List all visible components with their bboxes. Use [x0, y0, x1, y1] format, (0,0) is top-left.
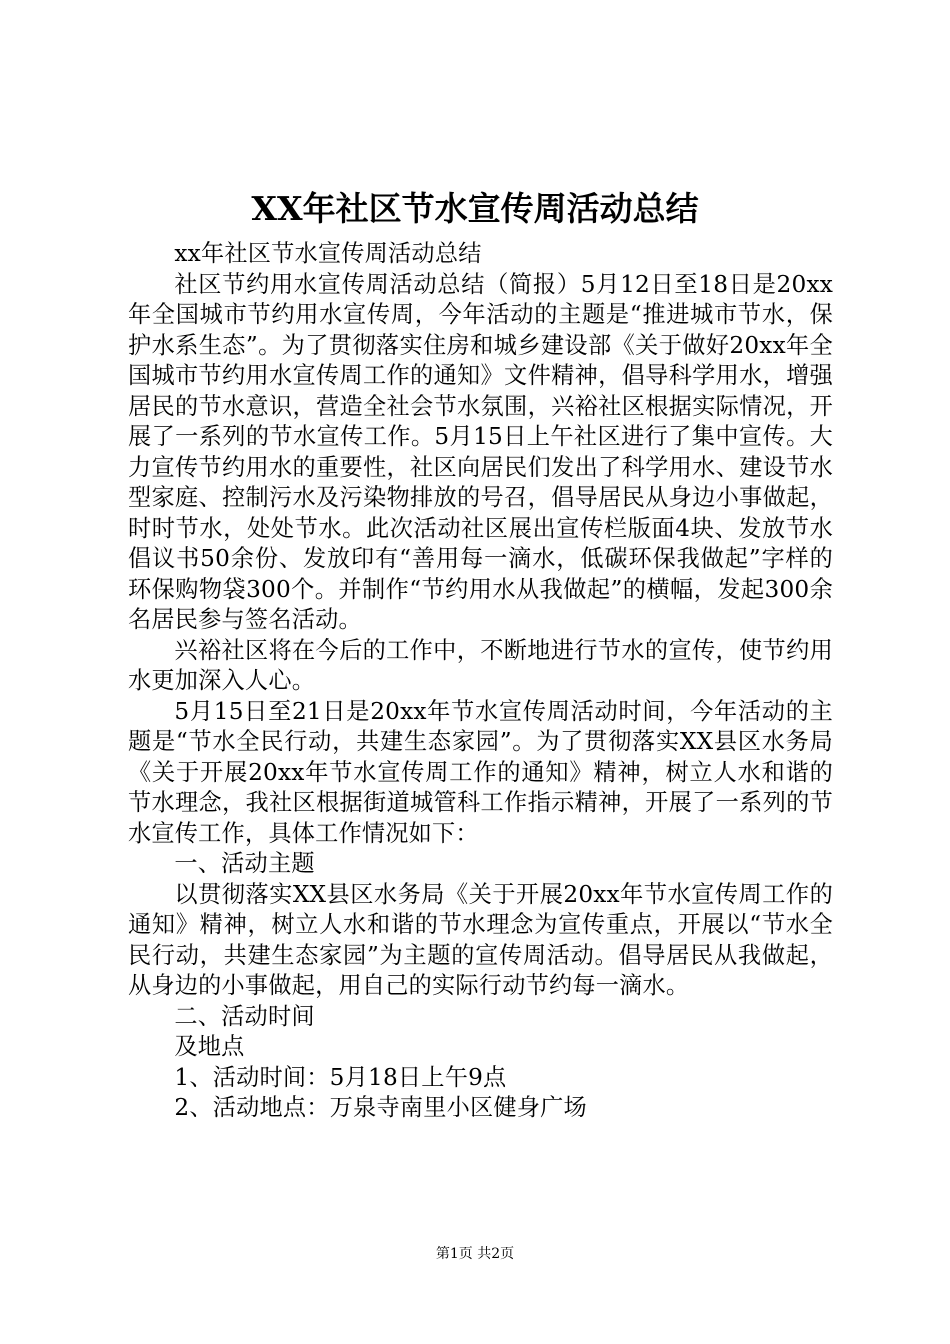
paragraph-activity-intro: 5月15日至21日是20xx年节水宣传周活动时间，今年活动的主题是“节水全民行动，共建生态家园”。为了贯彻落实XX县区水务局《关于开展20xx年节水宣传周工作的通知》精神，树立人水和谐的节水理念，我社区根据街道城管科工作指示精神，开展了一系列的节水宣传工作，具体工作情况如下：: [128, 697, 833, 847]
paragraph-theme: 以贯彻落实XX县区水务局《关于开展20xx年节水宣传周工作的通知》精神，树立人水和谐的节水理念为宣传重点，开展以“节水全民行动，共建生态家园”为主题的宣传周活动。倡导居民从我做起，从身边的小事做起，用自己的实际行动节约每一滴水。: [128, 880, 833, 999]
paragraph-future-work: 兴裕社区将在今后的工作中，不断地进行节水的宣传，使节约用水更加深入人心。: [128, 636, 833, 694]
page-number-footer: 第1页 共2页: [435, 1246, 515, 1262]
paragraph-summary: 社区节约用水宣传周活动总结（简报）5月12日至18日是20xx年全国城市节约用水宣传周，今年活动的主题是“推进城市节水，保护水系生态”。为了贯彻落实住房和城乡建设部《关于做好20xx年全国城市节约用水宣传周工作的通知》文件精神，倡导科学用水，增强居民的节水意识，营造全社会节水氛围，兴裕社区根据实际情况，开展了一系列的节水宣传工作。5月15日上午社区进行了集中宣传。大力宣传节约用水的重要性，社区向居民们发出了科学用水、建设节水型家庭、控制污水及污染物排放的号召，倡导居民从身边小事做起，时时节水，处处节水。此次活动社区展出宣传栏版面4块、发放节水倡议书50余份、发放印有“善用每一滴水，低碳环保我做起”字样的环保购物袋300个。并制作“节约用水从我做起”的横幅，发起300余名居民参与签名活动。: [128, 270, 833, 633]
document-body: [128, 239, 833, 1124]
section-heading-time: 二、活动时间: [174, 1002, 315, 1030]
section-heading-theme: 一、活动主题: [174, 850, 315, 877]
document-title: XX年社区节水宣传周活动总结: [251, 189, 699, 228]
list-item-time: 1、活动时间：5月18日上午9点: [174, 1063, 507, 1091]
section-heading-place: 及地点: [174, 1033, 245, 1060]
paragraph-subtitle: xx年社区节水宣传周活动总结: [174, 240, 482, 267]
list-item-place: 2、活动地点：万泉寺南里小区健身广场: [174, 1094, 587, 1121]
